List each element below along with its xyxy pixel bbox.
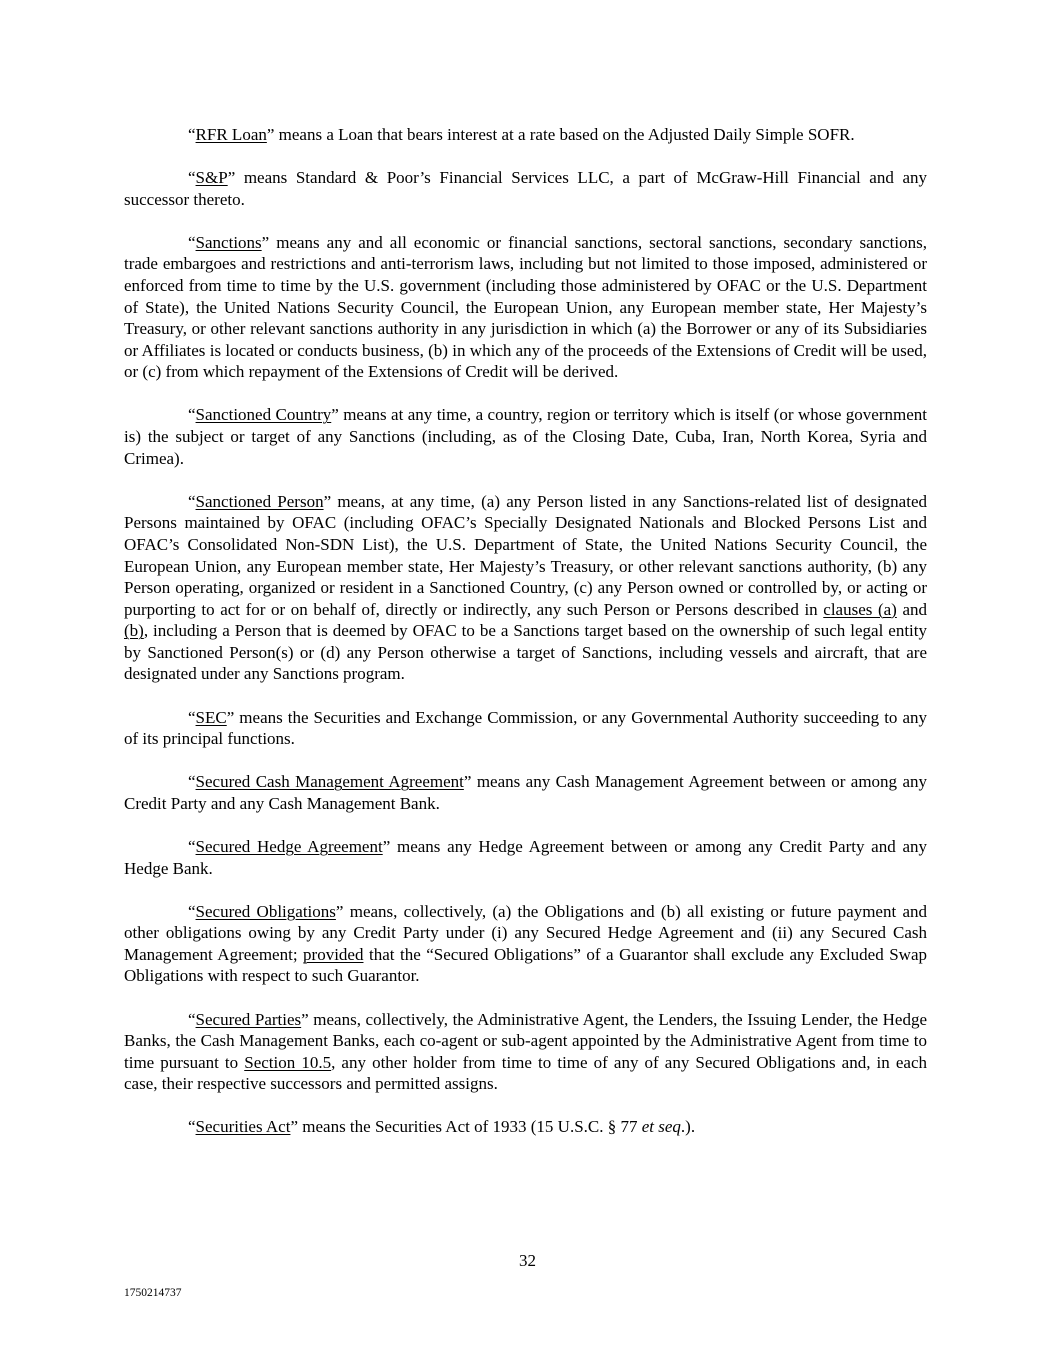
text-segment: “	[188, 772, 196, 792]
defined-term: S&P	[195, 168, 228, 188]
text-segment: ” means Standard & Poor’s Financial Services LLC, a part of McGraw-Hill Financial and any successor thereto.	[124, 168, 927, 209]
document-id: 1750214737	[124, 1287, 182, 1299]
defined-term: SEC	[195, 707, 227, 727]
text-segment: “	[188, 491, 196, 511]
text-segment: ” means the Securities and Exchange Commission, or any Governmental Authority succeeding to any of its principal functions.	[124, 707, 927, 749]
text-segment: “	[188, 125, 196, 144]
text-segment: ” means any and all economic or financial sanctions, sectoral sanctions, secondary sanctions, trade embargoes and restrictions and anti-terrorism laws, including but not limited to those imposed, administered or enforced from time to time by the U.S. government (including those administered by OFAC or the U.S. Department of State), the United Nations Security Council, the European Union, any European member state, Her Majesty’s Treasury, or other relevant sanctions authority in any jurisdiction in which (a) the Borrower or any of its Subsidiaries or Affiliates is located or conducts business, (b) in which any of the proceeds of the Extensions of Credit will be used, or (c) from which repayment of the Extensions of Credit will be derived.	[124, 232, 927, 382]
defined-term: Sanctioned Country	[195, 405, 332, 425]
defined-term: RFR Loan	[195, 125, 267, 144]
text-segment: ” means, collectively, (a) the Obligations and (b) all existing or future payment and other obligations owing by any Credit Party under (i) any Secured Hedge Agreement and (ii) any Secured Cash Management Agreement;	[124, 901, 927, 964]
text-segment: “	[188, 1009, 196, 1029]
proviso-term: provided	[303, 944, 364, 964]
defined-term: Sanctions	[195, 232, 262, 252]
definition-sanctioned-country	[124, 404, 927, 469]
definition-secured-parties	[124, 1009, 927, 1095]
defined-term: Securities Act	[195, 1117, 291, 1137]
definition-s-and-p	[124, 167, 927, 210]
text-segment: ” means any Hedge Agreement between or among any Credit Party and any Hedge Bank.	[124, 836, 927, 878]
text-segment: and	[896, 599, 927, 619]
text-segment: “	[188, 405, 196, 425]
definition-sec	[124, 707, 927, 750]
definition-secured-hedge-agreement	[124, 836, 927, 879]
text-segment: .).	[680, 1117, 696, 1137]
definition-sanctioned-person	[124, 491, 927, 685]
definition-sanctions	[124, 232, 927, 383]
text-segment: that the “Secured Obligations” of a Guarantor shall exclude any Excluded Swap Obligations with respect to such Guarantor.	[124, 944, 927, 986]
text-segment: “	[188, 1117, 196, 1137]
definition-secured-cash-management-agreement	[124, 771, 927, 814]
text-segment: “	[188, 901, 196, 921]
definition-securities-act	[124, 1116, 927, 1138]
text-segment: ” means any Cash Management Agreement between or among any Credit Party and any Cash Management Bank.	[124, 772, 927, 813]
text-segment: , any other holder from time to time of any of any Secured Obligations and, in each case, their respective successors and permitted assigns.	[124, 1052, 927, 1094]
defined-term: Secured Cash Management Agreement	[195, 772, 464, 792]
text-segment: “	[188, 707, 196, 727]
text-segment: ” means, collectively, the Administrative Agent, the Lenders, the Issuing Lender, the Hedge Banks, the Cash Management Banks, each co-agent or sub-agent appointed by the Administrative Agent from time to time pursuant to	[124, 1009, 927, 1072]
clause-reference-a: clauses (a)	[823, 599, 897, 619]
document-body	[124, 124, 927, 1138]
text-segment: “	[188, 232, 196, 252]
text-segment: ” means a Loan that bears interest at a rate based on the Adjusted Daily Simple SOFR.	[266, 125, 855, 144]
italic-citation: et seq	[641, 1117, 681, 1137]
definition-secured-obligations	[124, 901, 927, 987]
text-segment: “	[188, 168, 196, 188]
defined-term: Secured Hedge Agreement	[195, 836, 383, 856]
defined-term: Secured Obligations	[195, 901, 336, 921]
defined-term: Sanctioned Person	[195, 491, 324, 511]
text-segment: ” means the Securities Act of 1933 (15 U.S.C. § 77	[290, 1117, 642, 1137]
text-segment: “	[188, 836, 196, 856]
definition-rfr-loan	[124, 124, 927, 146]
section-reference: Section 10.5	[244, 1052, 332, 1072]
text-segment: ” means, at any time, (a) any Person listed in any Sanctions-related list of designated Persons maintained by OFAC (including OFAC’s Specially Designated Nationals and Blocked Persons List and OFAC’s Consolidated Non-SDN List), the U.S. Department of State, the United Nations Security Council, the European Union, any European member state, Her Majesty’s Treasury, or other relevant sanctions authority, (b) any Person operating, organized or resident in a Sanctioned Country, (c) any Person owned or controlled by, or acting or purporting to act for or on behalf of, directly or indirectly, any such Person or Persons described in	[124, 491, 927, 619]
page-number: 32	[519, 1251, 536, 1270]
text-segment: , including a Person that is deemed by OFAC to be a Sanctions target based on the ownership of such legal entity by Sanctioned Person(s) or (d) any Person otherwise a target of Sanctions, including vessels and aircraft, that are designated under any Sanctions program.	[124, 621, 927, 684]
defined-term: Secured Parties	[195, 1009, 302, 1029]
text-segment: ” means at any time, a country, region or territory which is itself (or whose government is) the subject or target of any Sanctions (including, as of the Closing Date, Cuba, Iran, North Korea, Syria and Crimea).	[124, 405, 928, 468]
clause-reference-b: (b)	[124, 621, 144, 641]
